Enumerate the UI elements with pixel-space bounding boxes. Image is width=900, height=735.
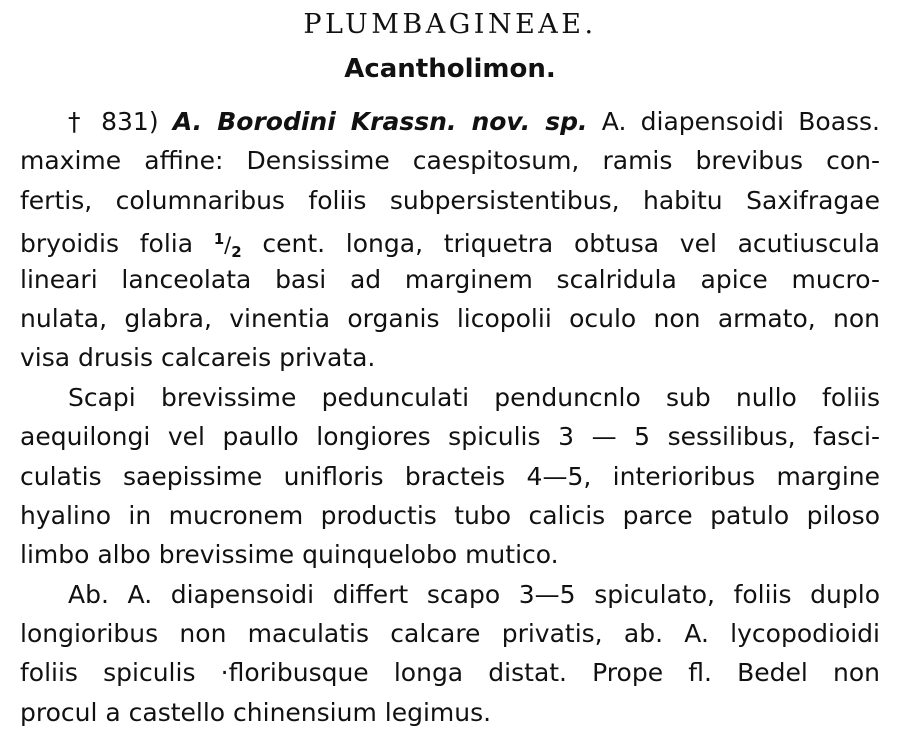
family-heading: PLUMBAGINEAE.	[303, 9, 597, 40]
fraction	[213, 230, 242, 260]
text-line: limbo albo brevissime quinquelobo mutico.	[20, 540, 559, 570]
text-line: longioribus non maculatis calcare privatis, ab. A. lycopodioidi	[20, 619, 880, 649]
fraction-numerator: 1	[213, 230, 225, 249]
text-line: Ab. A. diapensoidi differt scapo 3—5 spiculato, foliis duplo	[68, 579, 880, 609]
fraction-slash: /	[224, 233, 232, 258]
text-line: lineari lanceolata basi ad marginem scalridula apice mucro-	[20, 264, 880, 294]
text-fragment: bryoidis folia	[20, 229, 194, 259]
text-line: hyalino in mucronem productis tubo calicis parce patulo piloso	[20, 500, 880, 530]
text-line	[20, 102, 880, 141]
text-line: procul a castello chinensium legimus.	[20, 697, 492, 727]
fraction-denominator: 2	[231, 243, 242, 260]
text-fragment: A. diapensoidi Boass.	[601, 107, 880, 136]
text-line: fertis, columnaribus foliis subpersistentibus, habitu Saxifragae	[20, 185, 880, 215]
text-line: culatis saepissime unifloris bracteis 4—5, interioribus margine	[20, 461, 880, 491]
text-body	[20, 102, 880, 732]
text-line: visa drusis calcareis privata.	[20, 343, 376, 373]
text-line	[20, 220, 880, 259]
text-line: nulata, glabra, vinentia organis licopolii oculo non armato, non	[20, 303, 880, 333]
text-line: Scapi brevissime pedunculati penduncnlo sub nullo foliis	[68, 382, 880, 412]
species-name: A. Borodini Krassn. nov. sp.	[172, 107, 588, 136]
genus-heading: Acantholimon.	[344, 54, 556, 84]
dagger-mark: †	[68, 107, 87, 136]
text-line: aequilongi vel paullo longiores spiculis 3 — 5 sessilibus, fasci-	[20, 422, 880, 452]
text-fragment: cent. longa, triquetra obtusa vel acutiuscula	[262, 229, 880, 259]
text-line: foliis spiculis ·floribusque longa distat. Prope fl. Bedel non	[20, 658, 880, 688]
text-line: maxime affine: Densissime caespitosum, ramis brevibus con-	[20, 146, 880, 176]
entry-number: 831)	[101, 107, 159, 136]
